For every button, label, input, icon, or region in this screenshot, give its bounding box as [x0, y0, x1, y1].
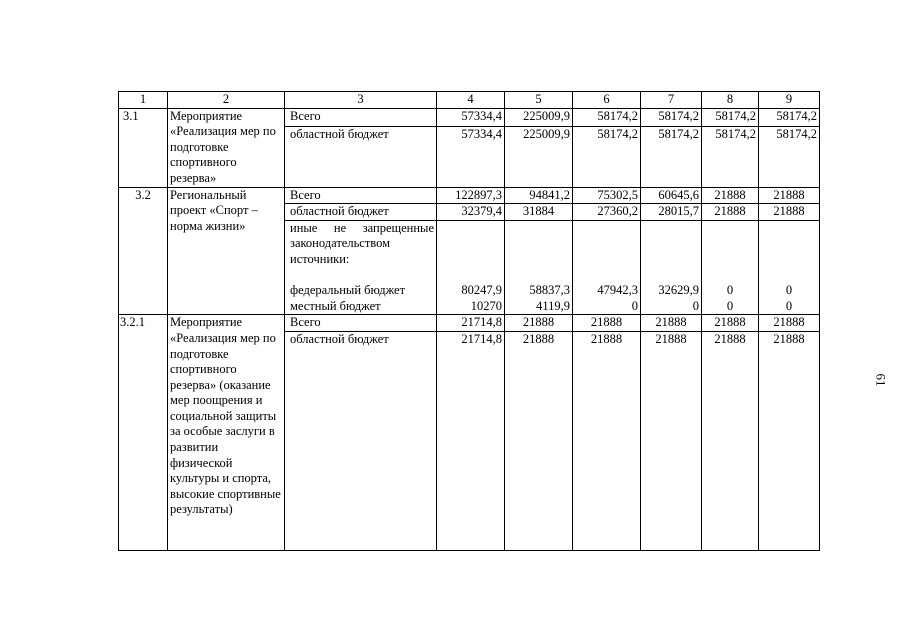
header-cell: 6 — [573, 92, 641, 109]
source-label: местный бюджет — [290, 298, 381, 313]
table-row — [119, 108, 820, 126]
value-cell: 58174,2 — [573, 108, 641, 126]
value-cell: 21888 — [702, 187, 759, 204]
table-row — [119, 187, 820, 204]
value-cell: 21888 — [759, 315, 820, 332]
table-row — [119, 315, 820, 332]
value-cell: 21888 — [573, 331, 641, 550]
row-name: Мероприятие «Реализация мер по подготовке спортивного резерва» — [168, 108, 285, 187]
value-local: 0 — [692, 298, 699, 313]
page-number: 61 — [873, 373, 889, 387]
value-cell: 58174,2 — [702, 126, 759, 187]
value-cell: 21888 — [505, 331, 573, 550]
value-cell: 122897,3 — [437, 187, 505, 204]
value-cell: 21714,8 — [437, 315, 505, 332]
row-number: 3.2.1 — [119, 315, 168, 551]
value-cell: 21714,8 — [437, 331, 505, 550]
header-cell: 2 — [168, 92, 285, 109]
value-cell: 57334,4 — [437, 108, 505, 126]
source-label: Всего — [285, 315, 437, 332]
row-number: 3.1 — [119, 108, 168, 187]
value-cell: 75302,5 — [573, 187, 641, 204]
value-cell — [641, 220, 702, 315]
source-label: областной бюджет — [285, 126, 437, 187]
value-cell: 21888 — [641, 331, 702, 550]
value-federal: 32629,9 — [658, 283, 699, 298]
header-cell: 8 — [702, 92, 759, 109]
value-federal: 47942,3 — [597, 283, 638, 298]
value-local: 4119,9 — [536, 298, 570, 313]
value-cell: 58174,2 — [641, 108, 702, 126]
row-name: Мероприятие «Реализация мер по подготовке спортивного резерва» (оказание мер поощрения и социальной защиты за особые заслуги в развитии физической культуры и спорта, высокие спортивные результаты) — [168, 315, 285, 551]
source-label: областной бюджет — [285, 204, 437, 221]
value-federal: 80247,9 — [461, 283, 502, 298]
value-cell — [505, 220, 573, 315]
header-cell: 5 — [505, 92, 573, 109]
row-name: Региональный проект «Спорт – норма жизни» — [168, 187, 285, 315]
source-label-group — [285, 220, 437, 315]
value-cell — [759, 220, 820, 315]
value-cell: 58174,2 — [759, 126, 820, 187]
value-federal: 0 — [726, 283, 734, 298]
value-cell: 28015,7 — [641, 204, 702, 221]
value-cell: 21888 — [759, 331, 820, 550]
value-cell: 21888 — [759, 187, 820, 204]
header-row — [119, 92, 820, 109]
source-label: областной бюджет — [285, 331, 437, 550]
value-cell: 21888 — [573, 315, 641, 332]
value-cell: 21888 — [702, 204, 759, 221]
header-cell: 3 — [285, 92, 437, 109]
value-cell: 21888 — [702, 331, 759, 550]
source-label: Всего — [285, 108, 437, 126]
source-label: Всего — [285, 187, 437, 204]
value-cell: 60645,6 — [641, 187, 702, 204]
value-cell: 27360,2 — [573, 204, 641, 221]
source-label: иные не запрещенные законодательством источники: — [290, 220, 434, 266]
value-local: 0 — [726, 298, 734, 313]
value-local: 10270 — [470, 298, 502, 313]
value-cell — [702, 220, 759, 315]
value-cell: 57334,4 — [437, 126, 505, 187]
value-cell: 94841,2 — [505, 187, 573, 204]
budget-table — [118, 91, 820, 551]
value-cell: 58174,2 — [573, 126, 641, 187]
source-label: федеральный бюджет — [290, 283, 406, 298]
header-cell: 4 — [437, 92, 505, 109]
value-cell: 58174,2 — [759, 108, 820, 126]
value-cell: 21888 — [505, 315, 573, 332]
value-cell: 32379,4 — [437, 204, 505, 221]
value-cell: 58174,2 — [641, 126, 702, 187]
value-cell — [573, 220, 641, 315]
value-cell: 21888 — [702, 315, 759, 332]
header-cell: 1 — [119, 92, 168, 109]
header-cell: 7 — [641, 92, 702, 109]
value-local: 0 — [631, 298, 638, 313]
value-cell: 31884 — [505, 204, 573, 221]
value-federal: 0 — [785, 283, 793, 298]
value-cell — [437, 220, 505, 315]
value-cell: 58174,2 — [702, 108, 759, 126]
value-cell: 225009,9 — [505, 126, 573, 187]
value-cell: 21888 — [759, 204, 820, 221]
value-cell: 225009,9 — [505, 108, 573, 126]
value-federal: 58837,3 — [529, 283, 570, 298]
value-local: 0 — [785, 298, 793, 313]
header-cell: 9 — [759, 92, 820, 109]
row-number: 3.2 — [119, 187, 168, 315]
value-cell: 21888 — [641, 315, 702, 332]
